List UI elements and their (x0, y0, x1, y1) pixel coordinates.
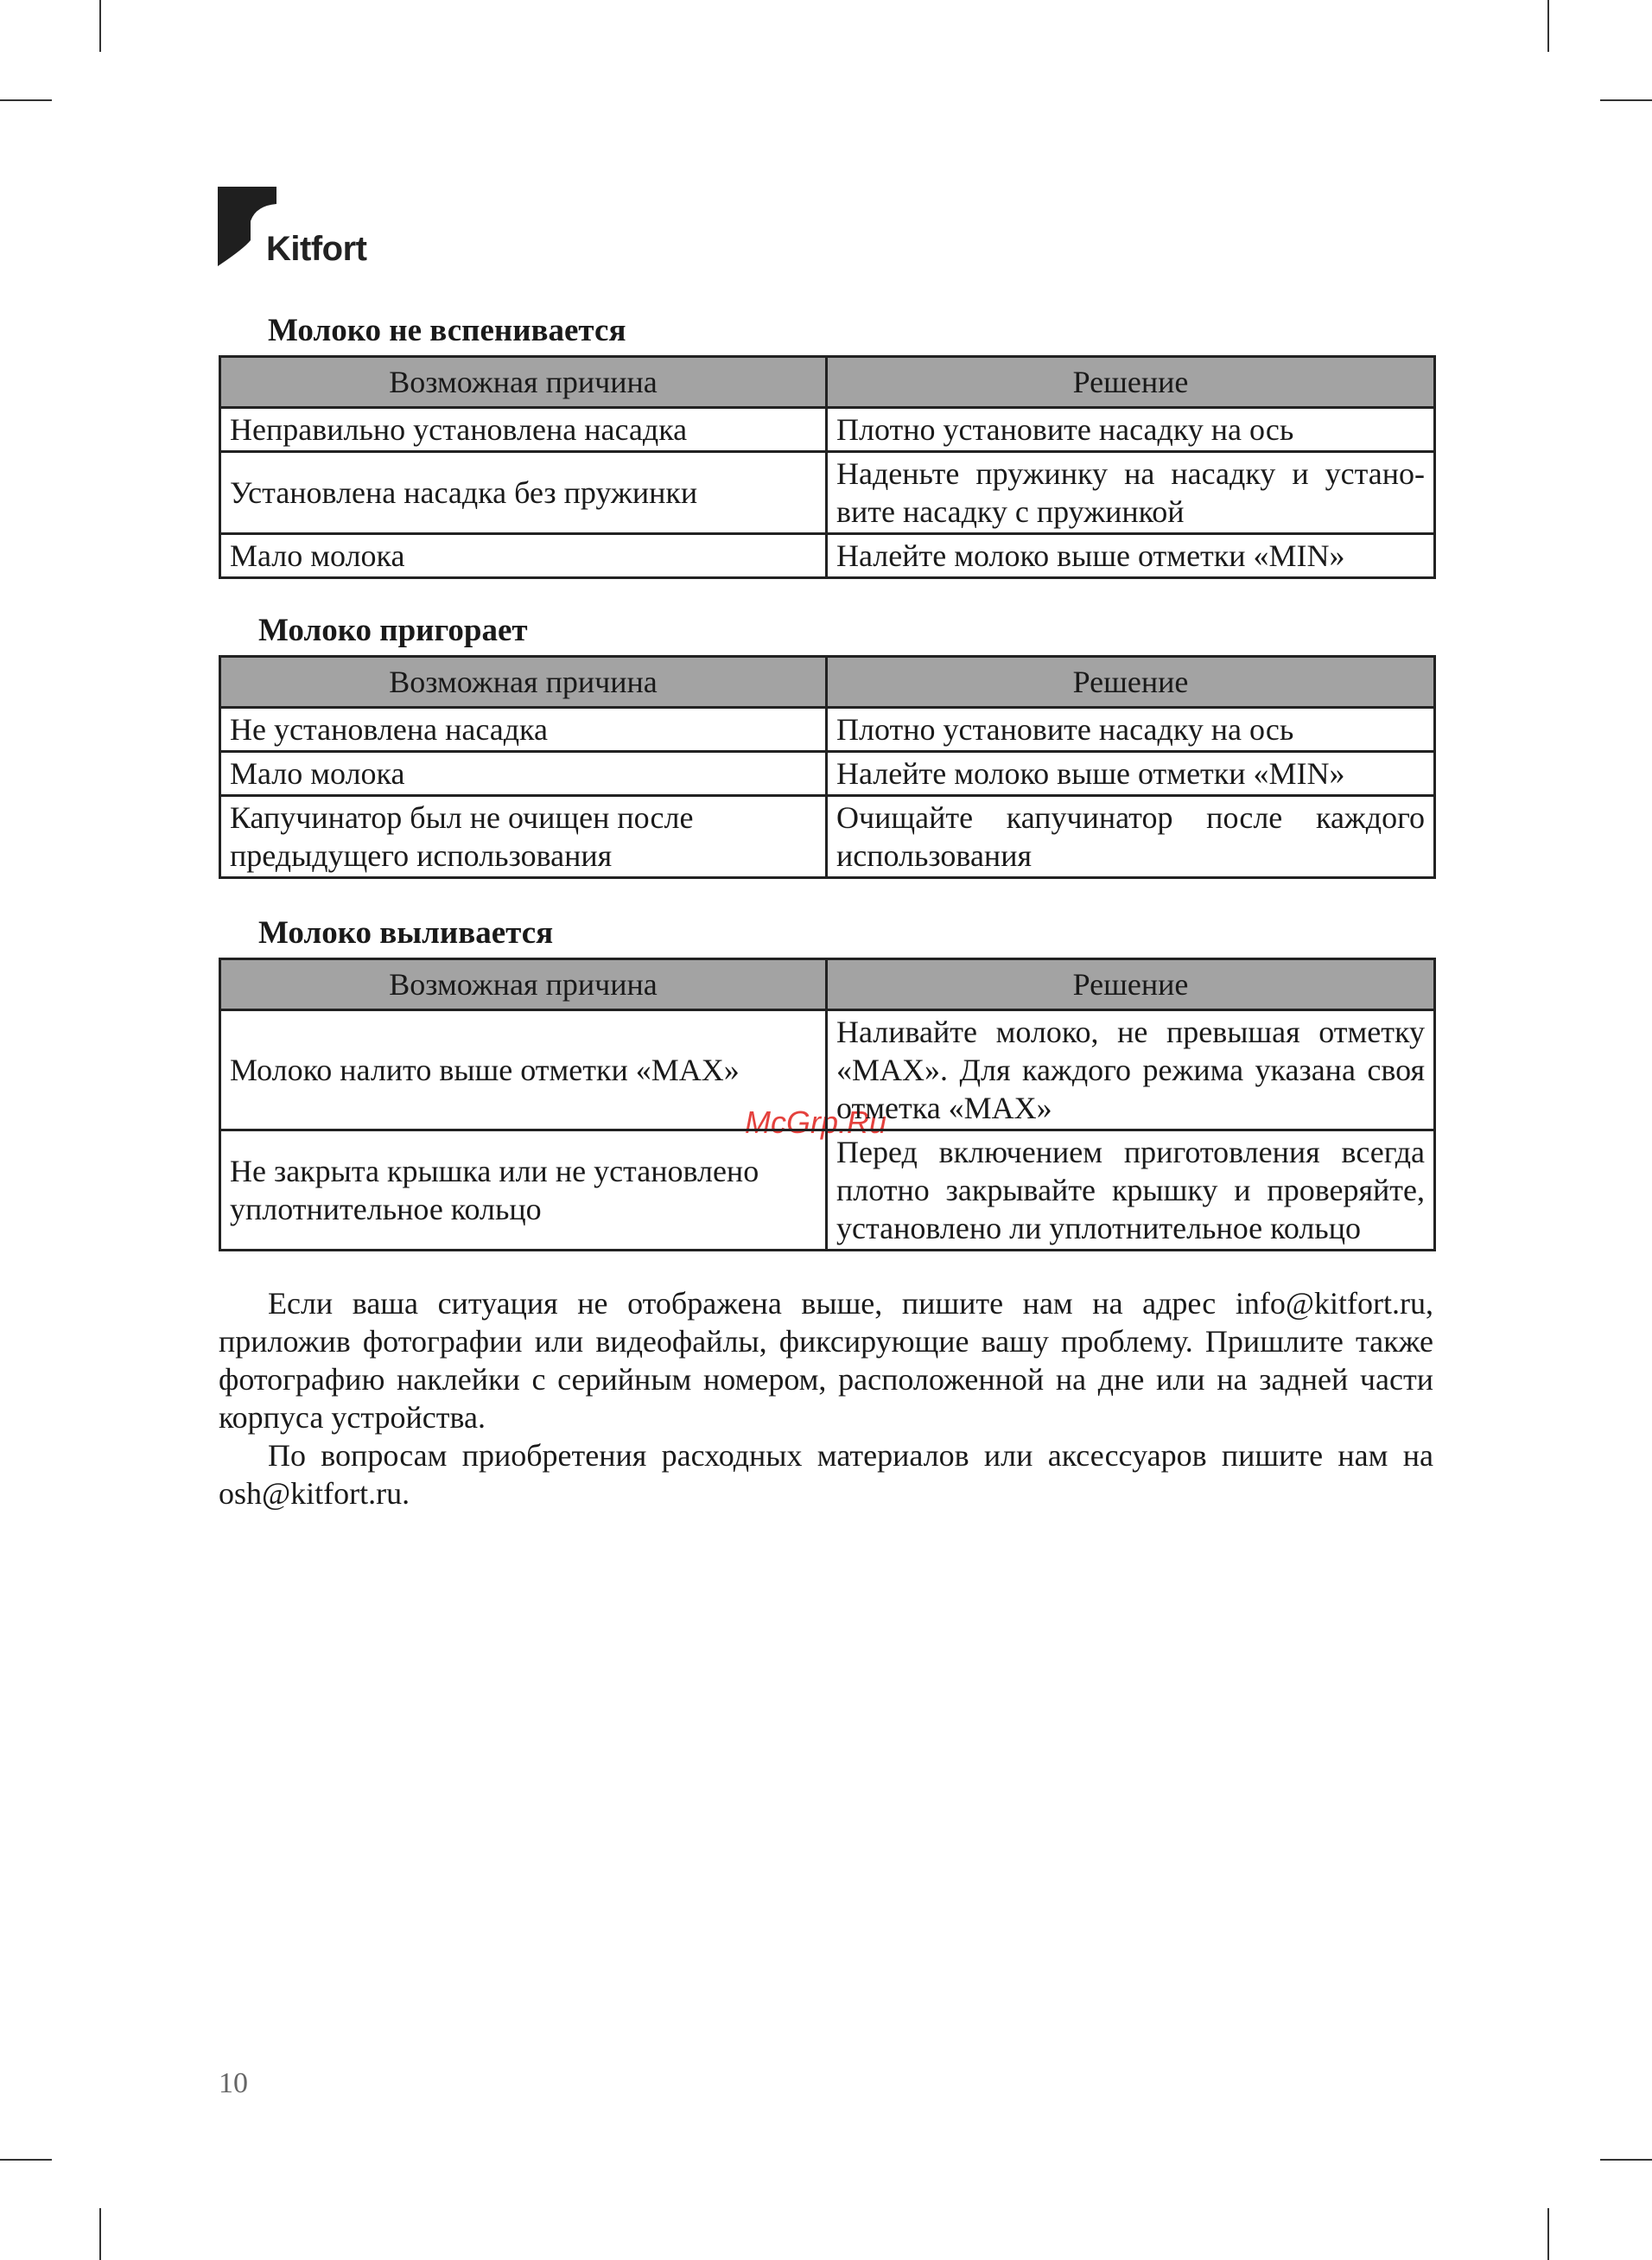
brand-name: Kitfort (266, 230, 367, 268)
cause-cell: Мало молока (220, 752, 827, 796)
table-row (220, 1130, 1435, 1251)
crop-mark (1547, 0, 1549, 52)
header-cause: Возможная причина (220, 657, 827, 708)
brand-logo (218, 187, 391, 273)
table-header-row (220, 657, 1435, 708)
solution-cell: Очищайте капучинатор после каждого использования (827, 796, 1435, 878)
cause-cell: Не установлена насадка (220, 708, 827, 752)
solution-cell: Наливайте молоко, не превышая отметку «MAX». Для каждого режима указана своя отметка «MAX» (827, 1010, 1435, 1130)
contact-info (219, 1284, 1433, 1512)
header-cause: Возможная причина (220, 357, 827, 408)
crop-mark (1600, 99, 1652, 101)
solution-cell: Налейте молоко выше отметки «MIN» (827, 752, 1435, 796)
page-number: 10 (219, 2067, 248, 2099)
table-row (220, 796, 1435, 878)
crop-mark (0, 2159, 52, 2161)
header-cause: Возможная причина (220, 959, 827, 1010)
solution-cell: Налейте молоко выше отметки «MIN» (827, 534, 1435, 578)
cause-cell: Установлена насадка без пружинки (220, 452, 827, 534)
section-title: Молоко не вспенивается (268, 313, 626, 348)
table-row (220, 452, 1435, 534)
table-row (220, 534, 1435, 578)
crop-mark (0, 99, 52, 101)
cause-cell: Молоко налито выше отметки «MAX» (220, 1010, 827, 1130)
solution-cell: Перед включением приготовления всегда плотно закрывайте крышку и проверяйте, установлено ли уплотнительное кольцо (827, 1130, 1435, 1251)
solution-cell: Плотно установите насадку на ось (827, 408, 1435, 452)
paragraph: По вопросам приобретения расходных материалов или аксессуаров пишите нам на osh@kitfort.ru. (219, 1438, 1433, 1511)
cause-cell: Мало молока (220, 534, 827, 578)
crop-mark (1547, 2208, 1549, 2260)
crop-mark (99, 0, 101, 52)
header-solution: Решение (827, 959, 1435, 1010)
table-row (220, 708, 1435, 752)
crop-mark (1600, 2159, 1652, 2161)
solution-cell: Плотно установите насадку на ось (827, 708, 1435, 752)
table-row (220, 752, 1435, 796)
solution-cell: Наденьте пружинку на насадку и устано-вите насадку с пружинкой (827, 452, 1435, 534)
section-title: Молоко выливается (258, 915, 554, 951)
troubleshooting-table (219, 958, 1436, 1251)
section-title: Молоко пригорает (258, 613, 528, 648)
cause-cell: Неправильно установлена насадка (220, 408, 827, 452)
cause-cell: Капучинатор был не очищен после предыдущего использования (220, 796, 827, 878)
table-header-row (220, 357, 1435, 408)
troubleshooting-table (219, 655, 1436, 879)
crop-mark (99, 2208, 101, 2260)
table-header-row (220, 959, 1435, 1010)
table-row (220, 1010, 1435, 1130)
table-row (220, 408, 1435, 452)
header-solution: Решение (827, 357, 1435, 408)
paragraph: Если ваша ситуация не отображена выше, пишите нам на адрес info@kitfort.ru, приложив фотографии или видеофайлы, фиксирующие вашу проблему. Пришлите также фотографию наклейки с серийным номером, расположенной на дне или на задней части корпуса устройства. (219, 1286, 1433, 1435)
content (219, 307, 1433, 1512)
watermark: McGrp.Ru (745, 1105, 887, 1140)
troubleshooting-table (219, 355, 1436, 579)
cause-cell: Не закрыта крышка или не установлено уплотнительное кольцо (220, 1130, 827, 1251)
header-solution: Решение (827, 657, 1435, 708)
